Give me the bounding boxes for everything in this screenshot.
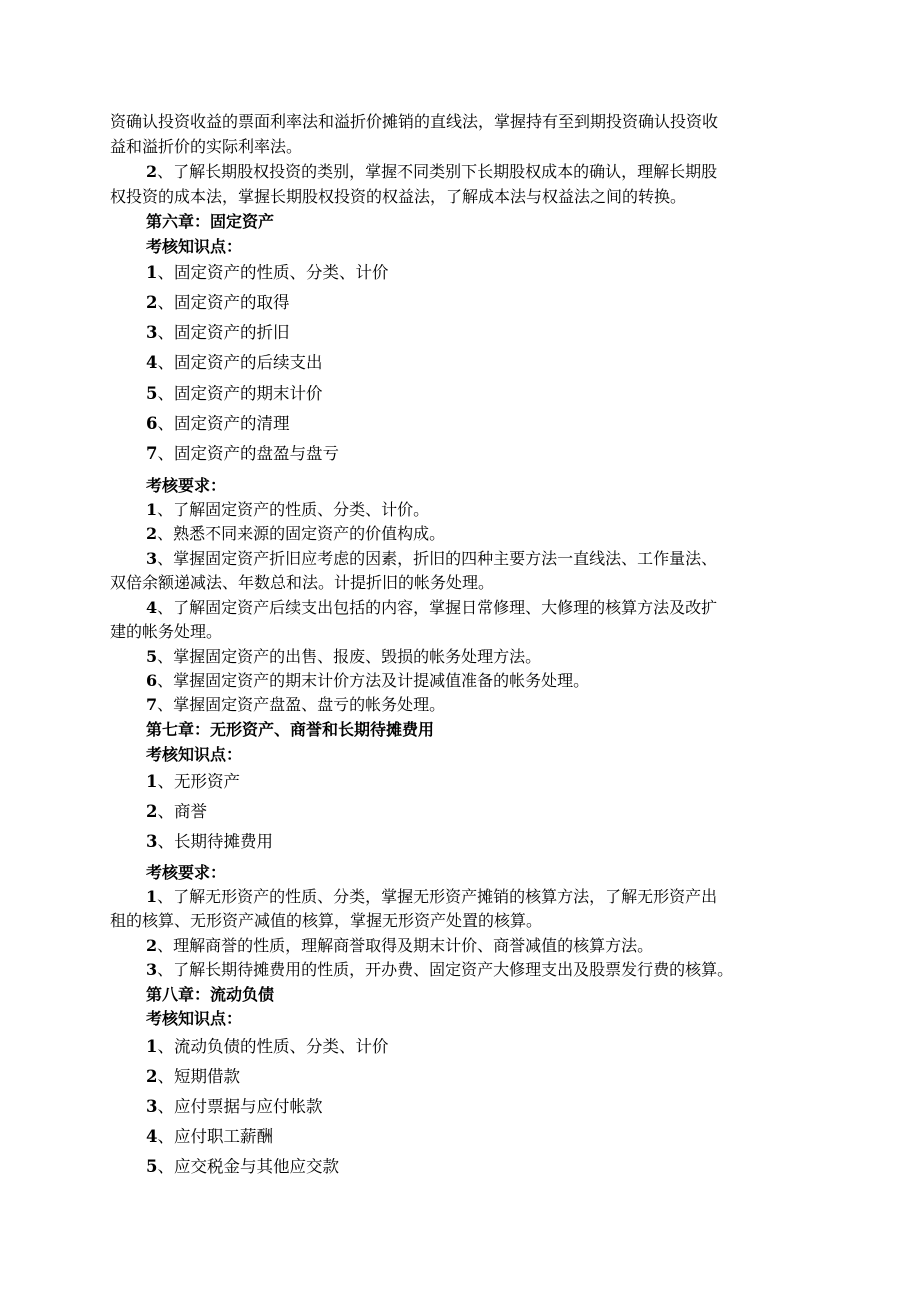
- item-number: 1: [146, 772, 158, 791]
- paragraph-line: 资确认投资收益的票面利率法和溢折价摊销的直线法，掌握持有至到期投资确认投资收: [110, 112, 719, 131]
- item-number: 5: [146, 647, 158, 666]
- item-number: 3: [146, 1097, 158, 1116]
- requirement-item: [146, 548, 717, 570]
- item-text: 、固定资产的性质、分类、计价: [157, 263, 389, 282]
- item-number: 3: [146, 323, 158, 342]
- requirement-item: [146, 694, 445, 716]
- item-number: 1: [146, 500, 158, 519]
- item-number: 7: [146, 695, 158, 714]
- list-item: [146, 292, 289, 314]
- item-text: 、长期待摊费用: [157, 832, 273, 851]
- item-text: 、了解固定资产的性质、分类、计价。: [157, 500, 430, 519]
- list-item: [146, 443, 339, 465]
- item-text: 、固定资产的折旧: [157, 323, 290, 342]
- requirement-continuation: 租的核算、无形资产减值的核算，掌握无形资产处置的核算。: [110, 911, 543, 930]
- item-text: 、了解无形资产的性质、分类，掌握无形资产摊销的核算方法，了解无形资产出: [157, 887, 718, 906]
- item-number: 3: [146, 549, 158, 568]
- item-text: 、固定资产的清理: [157, 414, 290, 433]
- item-text: 、短期借款: [157, 1067, 240, 1086]
- item-text: 、固定资产的期末计价: [157, 384, 323, 403]
- item-number: 4: [146, 1127, 158, 1146]
- item-number: 2: [146, 1067, 158, 1086]
- item-text: 、理解商誉的性质，理解商誉取得及期末计价、商誉减值的核算方法。: [157, 936, 654, 955]
- chapter-title: 第六章：固定资产: [146, 212, 275, 231]
- list-item: [146, 322, 289, 344]
- item-number: 1: [146, 1037, 158, 1056]
- item-text: 、掌握固定资产的期末计价方法及计提减值准备的帐务处理。: [157, 671, 590, 690]
- item-text: 、了解长期待摊费用的性质，开办费、固定资产大修理支出及股票发行费的核算。: [157, 960, 734, 979]
- item-text: 、固定资产的盘盈与盘亏: [157, 444, 339, 463]
- requirement-continuation: 双倍余额递减法、年数总和法。计提折旧的帐务处理。: [110, 573, 495, 592]
- list-item: [146, 262, 388, 284]
- item-text: 、掌握固定资产折旧应考虑的因素，折旧的四种主要方法一直线法、工作量法、: [157, 549, 718, 568]
- item-number: 3: [146, 832, 158, 851]
- item-text: 、固定资产的后续支出: [157, 353, 323, 372]
- item-text: 、无形资产: [157, 772, 240, 791]
- item-number: 2: [146, 524, 158, 543]
- item-number: 1: [146, 887, 158, 906]
- list-item: [146, 801, 207, 823]
- item-text: 、掌握固定资产盘盈、盘亏的帐务处理。: [157, 695, 446, 714]
- list-item: [146, 1156, 339, 1178]
- item-number: 5: [146, 1157, 158, 1176]
- item-text: 、应付职工薪酬: [157, 1127, 273, 1146]
- item-text: 、应付票据与应付帐款: [157, 1097, 323, 1116]
- requirement-item: [146, 886, 717, 908]
- section-heading: 考核知识点：: [146, 1009, 243, 1028]
- item-number: 2: [146, 293, 158, 312]
- item-number: 2: [146, 162, 158, 181]
- item-text: 、掌握固定资产的出售、报废、毁损的帐务处理方法。: [157, 647, 542, 666]
- paragraph-line: 权投资的成本法，掌握长期股权投资的权益法，了解成本法与权益法之间的转换。: [110, 187, 687, 206]
- section-heading: 考核知识点：: [146, 745, 243, 764]
- paragraph-line: [146, 161, 717, 183]
- requirement-item: [146, 959, 733, 981]
- item-number: 3: [146, 960, 158, 979]
- requirement-item: [146, 935, 653, 957]
- requirement-item: [146, 670, 589, 692]
- list-item: [146, 1036, 388, 1058]
- item-text: 、熟悉不同来源的固定资产的价值构成。: [157, 524, 446, 543]
- list-item: [146, 413, 289, 435]
- requirement-item: [146, 499, 429, 521]
- item-number: 7: [146, 444, 158, 463]
- chapter-title: 第七章：无形资产、商誉和长期待摊费用: [146, 720, 435, 739]
- requirement-item: [146, 597, 717, 619]
- item-text: 、商誉: [157, 802, 207, 821]
- item-number: 4: [146, 598, 158, 617]
- item-number: 5: [146, 384, 158, 403]
- list-item: [146, 831, 273, 853]
- item-number: 2: [146, 936, 158, 955]
- list-item: [146, 383, 322, 405]
- item-number: 1: [146, 263, 158, 282]
- item-text: 、应交税金与其他应交款: [157, 1157, 339, 1176]
- item-number: 6: [146, 414, 158, 433]
- paragraph-line: 益和溢折价的实际利率法。: [110, 137, 303, 156]
- item-text: 、了解长期股权投资的类别，掌握不同类别下长期股权成本的确认，理解长期股: [157, 162, 718, 181]
- item-number: 2: [146, 802, 158, 821]
- item-text: 、固定资产的取得: [157, 293, 290, 312]
- item-number: 6: [146, 671, 158, 690]
- section-heading: 考核要求：: [146, 863, 227, 882]
- list-item: [146, 771, 240, 793]
- section-heading: 考核要求：: [146, 476, 227, 495]
- item-text: 、了解固定资产后续支出包括的内容，掌握日常修理、大修理的核算方法及改扩: [157, 598, 718, 617]
- item-text: 、流动负债的性质、分类、计价: [157, 1037, 389, 1056]
- list-item: [146, 1066, 240, 1088]
- requirement-item: [146, 523, 445, 545]
- list-item: [146, 1126, 273, 1148]
- section-heading: 考核知识点：: [146, 237, 243, 256]
- chapter-title: 第八章：流动负债: [146, 985, 275, 1004]
- list-item: [146, 352, 322, 374]
- list-item: [146, 1096, 322, 1118]
- requirement-continuation: 建的帐务处理。: [110, 622, 223, 641]
- item-number: 4: [146, 353, 158, 372]
- requirement-item: [146, 646, 541, 668]
